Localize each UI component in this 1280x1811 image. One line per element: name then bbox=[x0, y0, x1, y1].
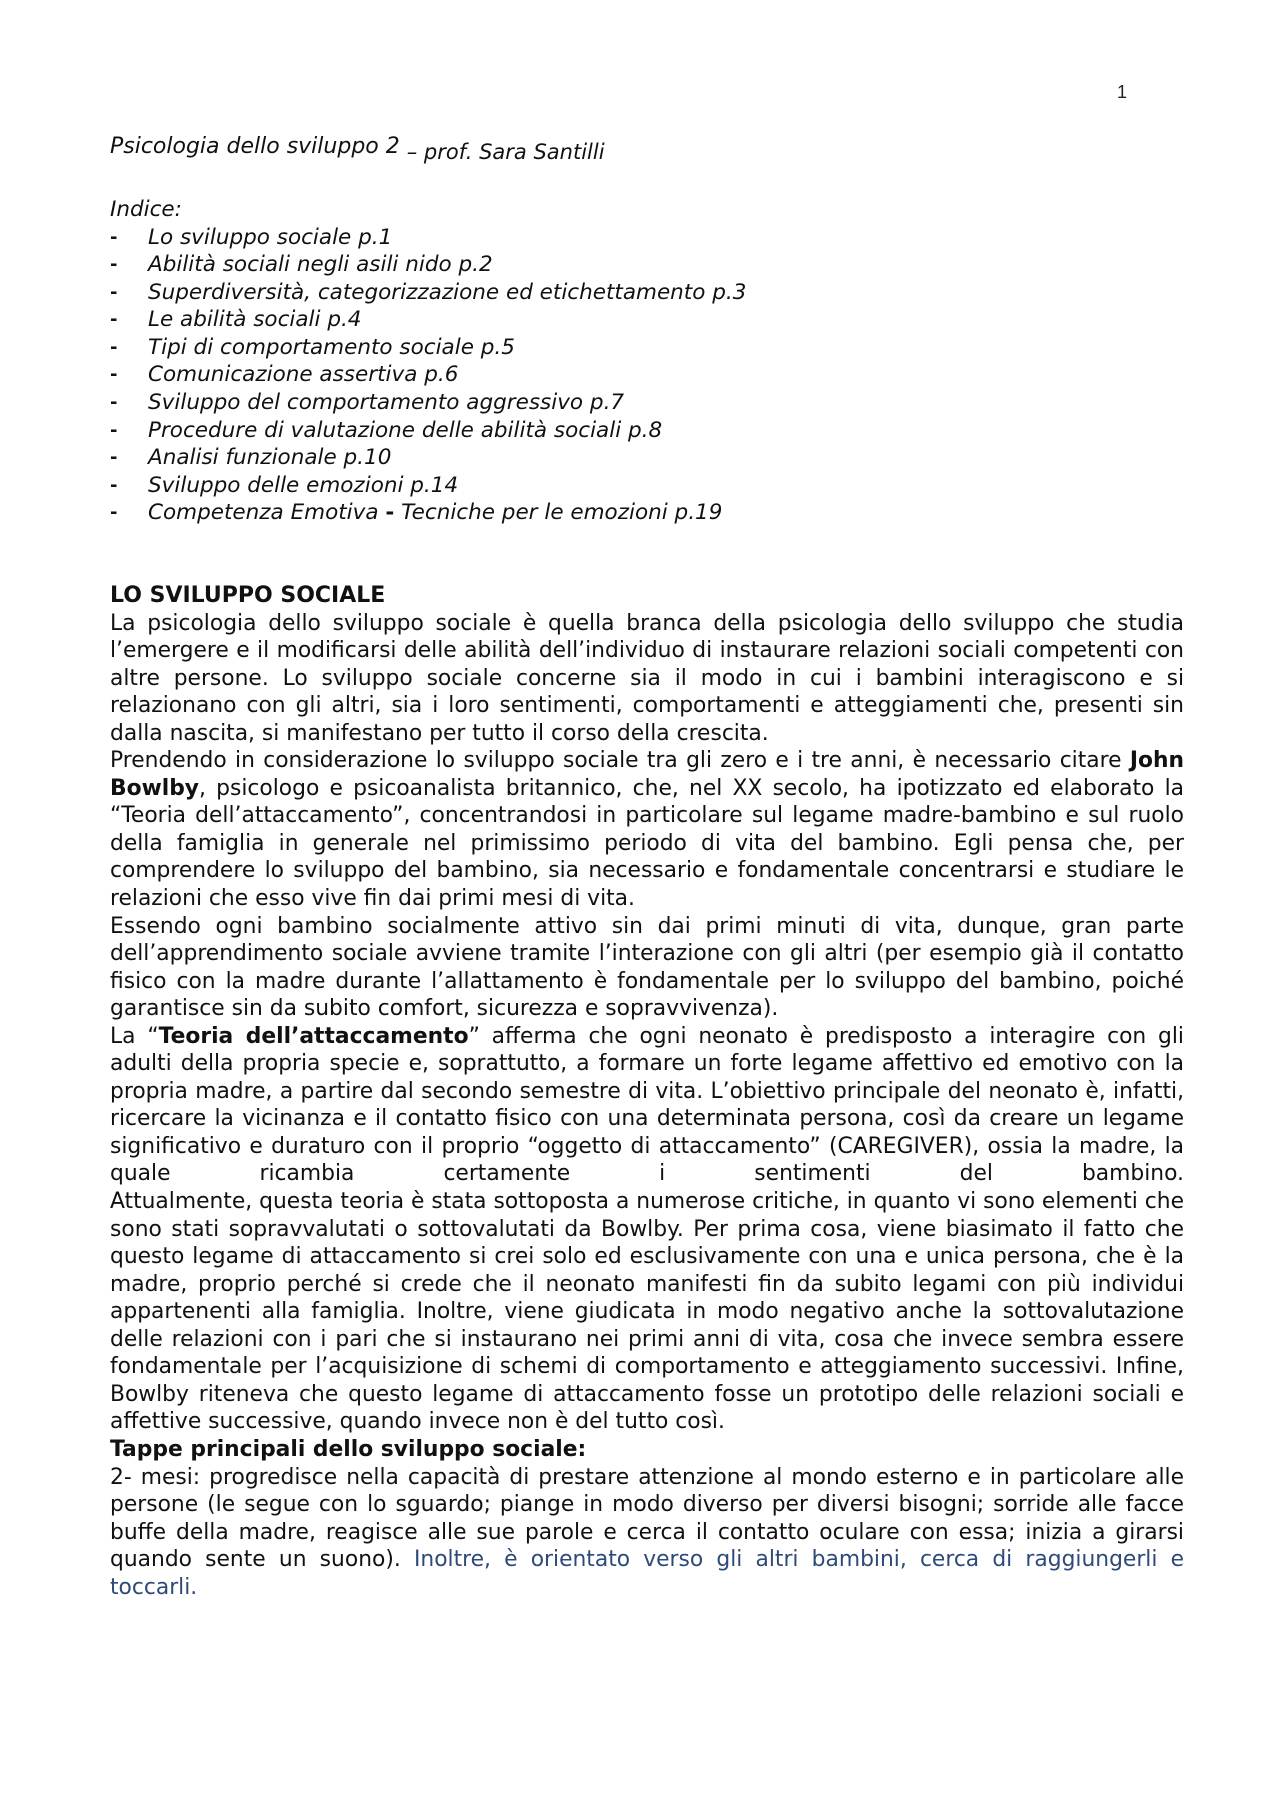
list-bullet: - bbox=[110, 226, 118, 248]
paragraph: La “Teoria dell’attaccamento” afferma che ogni neonato è predisposto a interagire con gli adulti della propria specie e, soprattutto, a formare un forte legame affettivo ed emotivo con la propria madre, a partire dal secondo semestre di vita. L’obiettivo principale del neonato è, infatti, ricercare la vicinanza e il contatto fisico con una determinata persona, così da creare un legame significativo e duraturo con il proprio “oggetto di attaccamento” (CAREGIVER), ossia la madre, la quale ricambia certamente i sentimenti del bambino. bbox=[110, 1023, 1184, 1187]
index-item-text: Sviluppo del comportamento aggressivo p.7 bbox=[148, 390, 625, 416]
index-item-text: Abilità sociali negli asili nido p.2 bbox=[148, 252, 493, 278]
index-item bbox=[110, 279, 746, 307]
paragraph: Essendo ogni bambino socialmente attivo sin dai primi minuti di vita, dunque, gran parte dell’apprendimento sociale avviene tramite l’interazione con gli altri (per esempio già il contatto fisico con la madre durante l’allattamento è fondamentale per lo sviluppo del bambino, poiché garantisce sin da subito comfort, sicurezza e sopravvivenza). bbox=[110, 913, 1184, 1022]
paragraph: Prendendo in considerazione lo sviluppo sociale tra gli zero e i tre anni, è necessario citare John Bowlby, psicologo e psicoanalista britannico, che, nel XX secolo, ha ipotizzato ed elaborato la “Teoria dell’attaccamento”, concentrandosi in particolare sul legame madre-bambino e sul ruolo della famiglia in generale nel primissimo periodo di vita del bambino. Egli pensa che, per comprendere lo sviluppo del bambino, sia necessario e fondamentale concentrarsi e studiare le relazioni che esso vive fin dai primi mesi di vita. bbox=[110, 748, 1184, 912]
index-item-text: Sviluppo delle emozioni p.14 bbox=[148, 472, 459, 498]
index-item-text: Tecniche per le emozioni p.19 bbox=[394, 500, 723, 526]
section-title: LO SVILUPPO SOCIALE bbox=[110, 583, 386, 608]
index-item-separator: - bbox=[385, 500, 395, 526]
subheading: Tappe principali dello sviluppo sociale: bbox=[110, 1436, 587, 1462]
index-item bbox=[110, 361, 746, 389]
list-bullet: - bbox=[110, 336, 118, 358]
list-bullet: - bbox=[110, 254, 118, 276]
index-item bbox=[110, 306, 746, 334]
index-item bbox=[110, 251, 746, 279]
list-bullet: - bbox=[110, 474, 118, 496]
bold-term: Teoria dell’attaccamento bbox=[158, 1023, 469, 1049]
paragraph: 2- mesi: progredisce nella capacità di prestare attenzione al mondo esterno e in particolare alle persone (le segue con lo sguardo; piange in modo diverso per diversi bisogni; sorride alle facce buffe della madre, reagisce alle sue parole e cerca il contatto oculare con essa; inizia a girarsi quando sente un suono). Inoltre, è orientato verso gli altri bambini, cerca di raggiungerli e toccarli. bbox=[110, 1464, 1184, 1600]
course-title: Psicologia dello sviluppo 2 bbox=[110, 134, 400, 159]
list-bullet: - bbox=[110, 447, 118, 469]
index-item-text: Competenza Emotiva bbox=[148, 500, 386, 526]
index-item bbox=[110, 334, 746, 362]
index-item-text: Lo sviluppo sociale p.1 bbox=[148, 224, 393, 250]
professor-name: – prof. Sara Santilli bbox=[406, 140, 605, 164]
highlighted-text: Inoltre, è orientato verso gli altri bambini, cerca di raggiungerli e toccarli. bbox=[110, 1547, 1184, 1600]
document-header bbox=[110, 134, 605, 164]
index-item bbox=[110, 499, 746, 527]
index-title: Indice: bbox=[110, 197, 182, 222]
main-content bbox=[110, 582, 1184, 1601]
index-item-text: Analisi funzionale p.10 bbox=[148, 445, 392, 471]
table-of-contents bbox=[110, 196, 746, 527]
index-item bbox=[110, 417, 746, 445]
index-item bbox=[110, 224, 746, 252]
list-bullet: - bbox=[110, 364, 118, 386]
paragraph: Attualmente, questa teoria è stata sottoposta a numerose critiche, in quanto vi sono elementi che sono stati sopravvalutati o sottovalutati da Bowlby. Per prima cosa, viene biasimato il fatto che questo legame di attaccamento si crei solo ed esclusivamente con una e unica persona, che è la madre, proprio perché si crede che il neonato manifesti fin da subito legami con più individui appartenenti alla famiglia. Inoltre, viene giudicata in modo negativo anche la sottovalutazione delle relazioni con i pari che si instaurano nei primi anni di vita, cosa che invece sembra essere fondamentale per l’acquisizione di schemi di comportamento e atteggiamento successivi. Infine, Bowlby riteneva che questo legame di attaccamento fosse un prototipo delle relazioni sociali e affettive successive, quando invece non è del tutto così. bbox=[110, 1189, 1184, 1435]
page-number: 1 bbox=[1117, 82, 1128, 102]
index-item-text: Le abilità sociali p.4 bbox=[148, 307, 362, 333]
list-bullet: - bbox=[110, 392, 118, 414]
list-bullet: - bbox=[110, 281, 118, 303]
index-item bbox=[110, 389, 746, 417]
index-item-text: Comunicazione assertiva p.6 bbox=[148, 362, 459, 388]
index-item-text: Superdiversità, categorizzazione ed etichettamento p.3 bbox=[148, 279, 747, 305]
list-bullet: - bbox=[110, 309, 118, 331]
list-bullet: - bbox=[110, 502, 118, 524]
index-item bbox=[110, 444, 746, 472]
index-item-text: Tipi di comportamento sociale p.5 bbox=[148, 334, 515, 360]
bold-name: John Bowlby bbox=[110, 748, 1184, 801]
list-bullet: - bbox=[110, 419, 118, 441]
index-item bbox=[110, 472, 746, 500]
index-item-text: Procedure di valutazione delle abilità sociali p.8 bbox=[148, 417, 663, 443]
paragraph: La psicologia dello sviluppo sociale è quella branca della psicologia dello sviluppo che studia l’emergere e il modificarsi delle abilità dell’individuo di instaurare relazioni sociali competenti con altre persone. Lo sviluppo sociale concerne sia il modo in cui i bambini interagiscono e si relazionano con gli altri, sia i loro sentimenti, comportamenti e atteggiamenti che, presenti sin dalla nascita, si manifestano per tutto il corso della crescita. bbox=[110, 610, 1184, 746]
index-list bbox=[110, 224, 746, 500]
